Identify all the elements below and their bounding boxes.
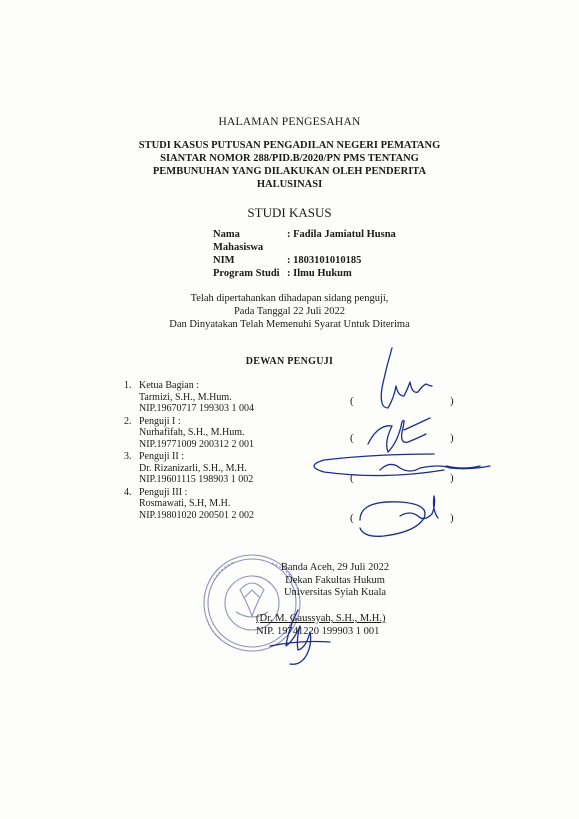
title-line: SIANTAR NOMOR 288/PID.B/2020/PN PMS TENTANG	[160, 153, 419, 164]
dean-name: (Dr. M. Gaussyah, S.H., M.H.)	[256, 613, 386, 624]
student-program-label: Program Studi	[213, 268, 280, 279]
signature-bracket-open: (	[350, 472, 354, 484]
signature-bracket-open: (	[350, 512, 354, 524]
page-heading: HALAMAN PENGESAHAN	[218, 116, 361, 128]
signature-nurhafifah	[368, 418, 430, 452]
examiner-name: Dr. Rizanizarli, S.H., M.H.	[139, 462, 247, 474]
examiner-nip: NIP.19801020 200501 2 002	[139, 509, 255, 521]
examiner-name: Tarmizi, S.H., M.Hum.	[139, 391, 232, 403]
approval-position: Dekan Fakultas Hukum	[285, 574, 385, 586]
signature-rizanizarli	[314, 454, 490, 476]
title-line: PEMBUNUHAN YANG DILAKUKAN OLEH PENDERITA	[152, 166, 427, 177]
examiner-role: Penguji II :	[139, 451, 184, 462]
examiner-name: Nurhafifah, S.H., M.Hum.	[139, 427, 245, 438]
examiner-name: Rosmawati, S.H, M.H.	[139, 498, 231, 509]
examiner-role: Penguji I :	[139, 415, 181, 427]
dean-nip: NIP. 19741220 199903 1 001	[256, 625, 380, 637]
defense-line: Pada Tanggal 22 Juli 2022	[233, 306, 346, 317]
defense-line: Dan Dinyatakan Telah Memenuhi Syarat Untuk Diterima	[169, 319, 410, 330]
examiner-role: Penguji III :	[139, 486, 188, 498]
student-nim-value: : 1803101010185	[287, 255, 362, 266]
examiner-number: 1.	[124, 380, 132, 391]
document-type: STUDI KASUS	[247, 205, 332, 220]
examiner-panel-title: DEWAN PENGUJI	[245, 356, 334, 367]
examiner-nip: NIP.19601115 198903 1 002	[139, 474, 254, 485]
signature-bracket-open: (	[350, 432, 354, 444]
signature-rosmawati	[360, 496, 438, 536]
signature-bracket-open: (	[350, 395, 354, 407]
signature-tarmizi	[381, 348, 432, 408]
signature-bracket-close: )	[450, 472, 454, 484]
approval-university: Universitas Syiah Kuala	[283, 587, 387, 598]
student-name-value: : Fadila Jamiatul Husna	[287, 229, 396, 240]
examiner-number: 2.	[124, 415, 132, 427]
title-line: HALUSINASI	[256, 179, 323, 190]
approval-place-date: Banda Aceh, 29 Juli 2022	[280, 562, 390, 573]
signature-dean	[270, 610, 330, 664]
signature-bracket-close: )	[450, 512, 454, 524]
student-nim-label: NIM	[213, 255, 235, 266]
examiner-nip: NIP.19771009 200312 2 001	[139, 438, 255, 450]
examiner-number: 4.	[124, 486, 132, 498]
examiner-nip: NIP.19670717 199303 1 004	[139, 403, 255, 414]
title-line: STUDI KASUS PUTUSAN PENGADILAN NEGERI PEMATANG	[138, 140, 441, 151]
examiner-number: 3.	[124, 451, 132, 462]
signature-bracket-close: )	[450, 395, 454, 407]
defense-line: Telah dipertahankan dihadapan sidang penguji,	[190, 293, 389, 304]
student-name-label: Nama Mahasiswa	[213, 229, 264, 253]
student-program-value: : Ilmu Hukum	[287, 268, 352, 279]
examiner-role: Ketua Bagian :	[139, 380, 199, 391]
signature-bracket-close: )	[450, 432, 454, 444]
